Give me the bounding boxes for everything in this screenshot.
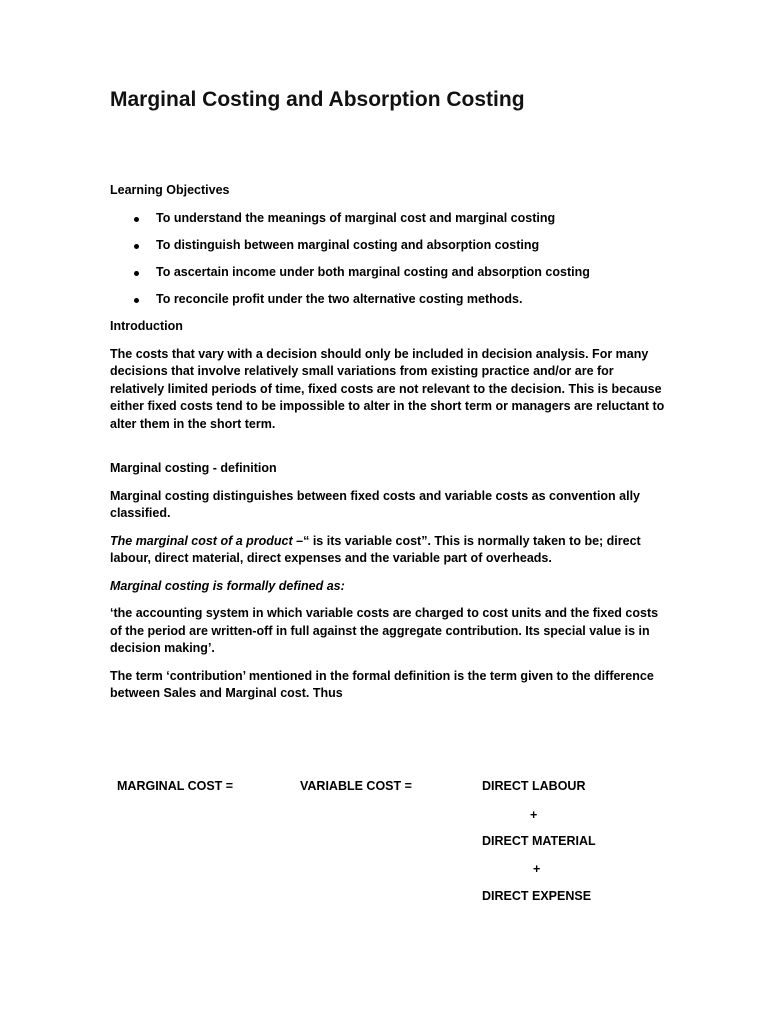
formula-plus-2: +	[533, 862, 541, 876]
spacer	[110, 443, 670, 460]
page-title: Marginal Costing and Absorption Costing	[110, 88, 525, 111]
introduction-heading: Introduction	[110, 319, 183, 333]
bullet-icon	[134, 217, 139, 222]
learning-objectives-list	[110, 210, 670, 309]
marginal-cost-term: The marginal cost of a product	[110, 533, 293, 548]
formal-definition-quote: ‘the accounting system in which variable costs are charged to cost units and the fixed costs of the period are written-off in full against the aggregate contribution. Its special value is in decision making’.	[110, 606, 659, 655]
list-item-text: To reconcile profit under the two alternative costing methods.	[156, 291, 523, 306]
formula-direct-labour: DIRECT LABOUR	[482, 779, 586, 793]
list-item-text: To understand the meanings of marginal cost and marginal costing	[156, 210, 556, 225]
bullet-icon	[134, 244, 139, 249]
formula-direct-expense: DIRECT EXPENSE	[482, 889, 592, 903]
bullet-icon	[134, 298, 139, 303]
list-item	[110, 237, 670, 255]
list-item-text: To ascertain income under both marginal costing and absorption costing	[156, 264, 590, 279]
introduction-paragraph: The costs that vary with a decision should only be included in decision analysis. For many decisions that involve relatively small variations from existing practice and/or are for relatively limited periods of time, fixed costs are not relevant to the decision. This is because either fixed costs tend to be impossible to alter in the short term or managers are reluctant to alter them in the short term.	[110, 346, 665, 431]
list-item	[110, 210, 670, 228]
learning-objectives-heading: Learning Objectives	[110, 183, 230, 197]
marginal-cost-paragraph	[110, 533, 670, 568]
formula-variable-cost: VARIABLE COST =	[300, 779, 412, 793]
list-item	[110, 264, 670, 282]
formula-direct-material: DIRECT MATERIAL	[482, 834, 596, 848]
bullet-icon	[134, 271, 139, 276]
formula-plus-1: +	[530, 808, 538, 822]
formal-definition-heading: Marginal costing is formally defined as:	[110, 578, 345, 593]
list-item	[110, 291, 670, 309]
list-item-text: To distinguish between marginal costing and absorption costing	[156, 237, 540, 252]
marginal-cost-formula	[0, 779, 768, 919]
formula-marginal-cost: MARGINAL COST =	[117, 779, 234, 793]
document-body	[110, 182, 670, 713]
definition-paragraph: Marginal costing distinguishes between fixed costs and variable costs as convention ally classified.	[110, 488, 641, 520]
marginal-cost-text: –“ is its variable cost”. This is normally taken to be; direct labour, direct material, direct expenses and the variable part of overheads.	[110, 533, 641, 565]
contribution-paragraph: The term ‘contribution’ mentioned in the formal definition is the term given to the difference between Sales and Marginal cost. Thus	[110, 668, 654, 700]
definition-heading: Marginal costing - definition	[110, 461, 277, 475]
